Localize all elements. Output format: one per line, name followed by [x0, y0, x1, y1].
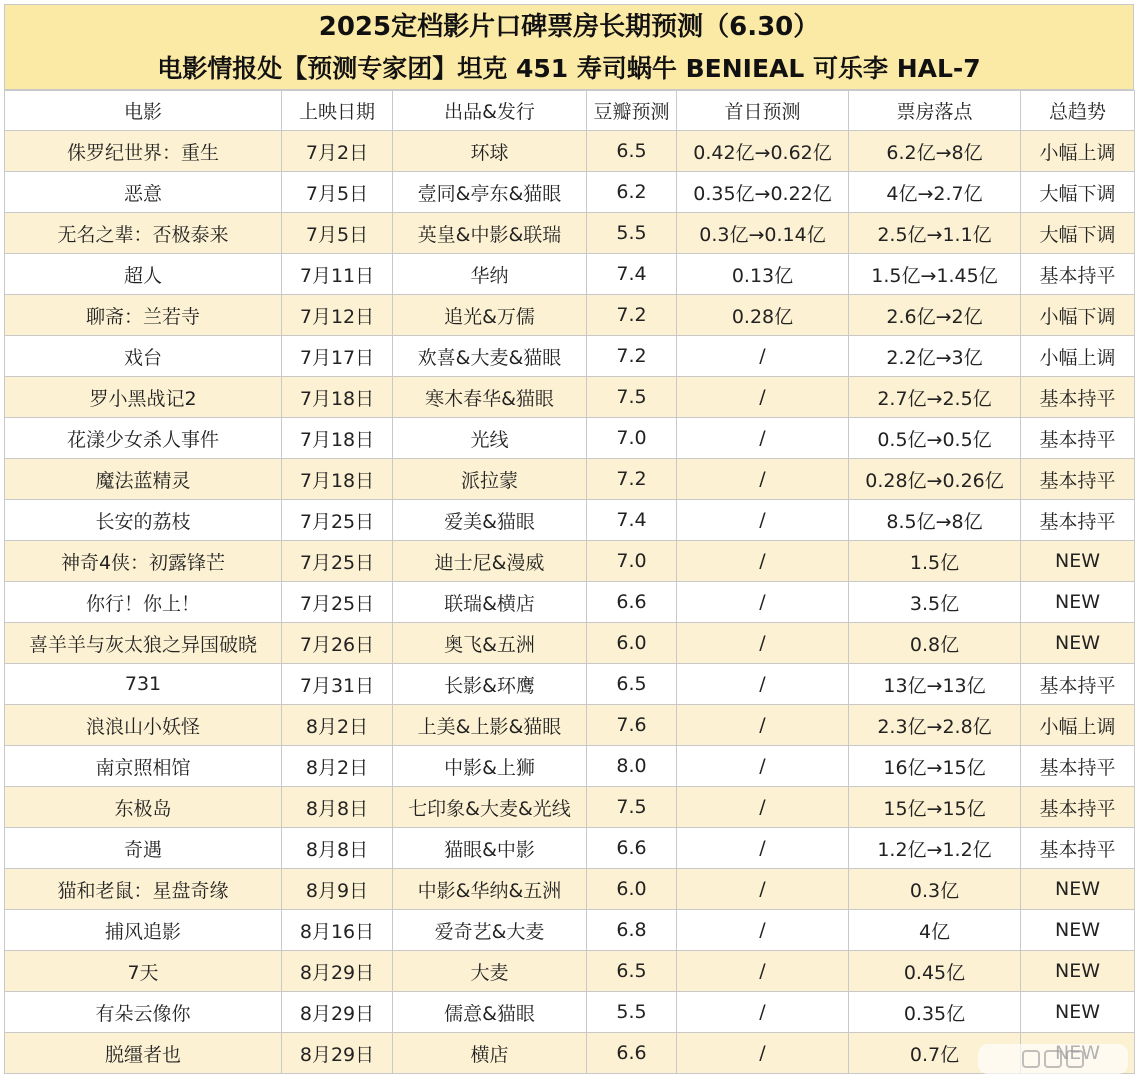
cell-producer-distributor: 上美&上影&猫眼: [393, 705, 587, 746]
cell-producer-distributor: 联瑞&横店: [393, 582, 587, 623]
forecast-table: [4, 90, 1135, 1074]
table-row: [5, 910, 1135, 951]
cell-douban-forecast: 6.5: [587, 131, 677, 172]
cell-trend: 基本持平: [1021, 828, 1135, 869]
cell-release-date: 8月2日: [282, 746, 393, 787]
cell-box-office: 13亿→13亿: [849, 664, 1021, 705]
header-producer-distributor: 出品&发行: [393, 91, 587, 131]
cell-first-day-forecast: 0.3亿→0.14亿: [677, 213, 849, 254]
cell-trend: 基本持平: [1021, 418, 1135, 459]
cell-trend: NEW: [1021, 541, 1135, 582]
cell-box-office: 0.7亿: [849, 1033, 1021, 1074]
header-trend: 总趋势: [1021, 91, 1135, 131]
cell-first-day-forecast: 0.28亿: [677, 295, 849, 336]
cell-first-day-forecast: 0.13亿: [677, 254, 849, 295]
cell-trend: 基本持平: [1021, 787, 1135, 828]
cell-douban-forecast: 6.2: [587, 172, 677, 213]
sheet-subtitle: 电影情报处【预测专家团】坦克 451 寿司蜗牛 BENIEAL 可乐李 HAL-7: [4, 48, 1134, 90]
cell-producer-distributor: 寒木春华&猫眼: [393, 377, 587, 418]
cell-producer-distributor: 派拉蒙: [393, 459, 587, 500]
cell-box-office: 2.5亿→1.1亿: [849, 213, 1021, 254]
cell-release-date: 7月25日: [282, 500, 393, 541]
header-first-day-forecast: 首日预测: [677, 91, 849, 131]
cell-movie: 戏台: [5, 336, 282, 377]
cell-first-day-forecast: 0.42亿→0.62亿: [677, 131, 849, 172]
table-row: [5, 992, 1135, 1033]
cell-trend: 基本持平: [1021, 254, 1135, 295]
header-release-date: 上映日期: [282, 91, 393, 131]
table-row: [5, 869, 1135, 910]
cell-trend: 小幅下调: [1021, 295, 1135, 336]
cell-movie: 731: [5, 664, 282, 705]
cell-movie: 脱缰者也: [5, 1033, 282, 1074]
cell-trend: 大幅下调: [1021, 213, 1135, 254]
cell-movie: 捕风追影: [5, 910, 282, 951]
cell-movie: 侏罗纪世界：重生: [5, 131, 282, 172]
table-row: [5, 500, 1135, 541]
cell-douban-forecast: 6.0: [587, 869, 677, 910]
sheet-title: 2025定档影片口碑票房长期预测（6.30）: [4, 4, 1134, 48]
cell-douban-forecast: 7.2: [587, 295, 677, 336]
cell-douban-forecast: 5.5: [587, 213, 677, 254]
cell-producer-distributor: 爱美&猫眼: [393, 500, 587, 541]
cell-trend: 小幅上调: [1021, 705, 1135, 746]
table-row: [5, 377, 1135, 418]
cell-trend: NEW: [1021, 910, 1135, 951]
cell-box-office: 0.35亿: [849, 992, 1021, 1033]
cell-box-office: 2.6亿→2亿: [849, 295, 1021, 336]
cell-movie: 猫和老鼠：星盘奇缘: [5, 869, 282, 910]
cell-box-office: 1.2亿→1.2亿: [849, 828, 1021, 869]
cell-release-date: 8月29日: [282, 992, 393, 1033]
cell-producer-distributor: 中影&上狮: [393, 746, 587, 787]
cell-douban-forecast: 7.2: [587, 336, 677, 377]
cell-douban-forecast: 7.2: [587, 459, 677, 500]
cell-first-day-forecast: /: [677, 500, 849, 541]
table-row: [5, 254, 1135, 295]
cell-trend: 基本持平: [1021, 500, 1135, 541]
cell-producer-distributor: 猫眼&中影: [393, 828, 587, 869]
cell-release-date: 8月29日: [282, 1033, 393, 1074]
table-row: [5, 623, 1135, 664]
table-row: [5, 582, 1135, 623]
cell-producer-distributor: 迪士尼&漫威: [393, 541, 587, 582]
cell-first-day-forecast: /: [677, 418, 849, 459]
cell-release-date: 8月9日: [282, 869, 393, 910]
watermark-icon: [1022, 1050, 1040, 1068]
cell-movie: 你行！你上！: [5, 582, 282, 623]
header-douban-forecast: 豆瓣预测: [587, 91, 677, 131]
cell-release-date: 7月18日: [282, 459, 393, 500]
cell-release-date: 7月5日: [282, 213, 393, 254]
cell-box-office: 4亿→2.7亿: [849, 172, 1021, 213]
cell-box-office: 8.5亿→8亿: [849, 500, 1021, 541]
cell-box-office: 2.7亿→2.5亿: [849, 377, 1021, 418]
table-row: [5, 459, 1135, 500]
cell-trend: 基本持平: [1021, 746, 1135, 787]
cell-producer-distributor: 中影&华纳&五洲: [393, 869, 587, 910]
cell-first-day-forecast: /: [677, 705, 849, 746]
cell-box-office: 2.3亿→2.8亿: [849, 705, 1021, 746]
cell-douban-forecast: 6.6: [587, 828, 677, 869]
cell-first-day-forecast: /: [677, 746, 849, 787]
cell-movie: 恶意: [5, 172, 282, 213]
cell-first-day-forecast: /: [677, 787, 849, 828]
cell-release-date: 8月29日: [282, 951, 393, 992]
cell-box-office: 1.5亿→1.45亿: [849, 254, 1021, 295]
cell-first-day-forecast: 0.35亿→0.22亿: [677, 172, 849, 213]
cell-release-date: 7月31日: [282, 664, 393, 705]
table-row: [5, 746, 1135, 787]
cell-release-date: 7月18日: [282, 377, 393, 418]
cell-box-office: 6.2亿→8亿: [849, 131, 1021, 172]
cell-producer-distributor: 七印象&大麦&光线: [393, 787, 587, 828]
cell-release-date: 8月8日: [282, 828, 393, 869]
cell-release-date: 7月25日: [282, 541, 393, 582]
cell-first-day-forecast: /: [677, 623, 849, 664]
table-row: [5, 1033, 1135, 1074]
cell-release-date: 7月5日: [282, 172, 393, 213]
cell-trend: 大幅下调: [1021, 172, 1135, 213]
cell-movie: 聊斋：兰若寺: [5, 295, 282, 336]
watermark: [978, 1044, 1128, 1074]
cell-box-office: 2.2亿→3亿: [849, 336, 1021, 377]
cell-producer-distributor: 奥飞&五洲: [393, 623, 587, 664]
cell-movie: 超人: [5, 254, 282, 295]
cell-douban-forecast: 5.5: [587, 992, 677, 1033]
table-row: [5, 951, 1135, 992]
table-row: [5, 541, 1135, 582]
table-row: [5, 336, 1135, 377]
cell-douban-forecast: 6.5: [587, 664, 677, 705]
cell-trend: 基本持平: [1021, 664, 1135, 705]
cell-first-day-forecast: /: [677, 582, 849, 623]
cell-box-office: 16亿→15亿: [849, 746, 1021, 787]
cell-box-office: 1.5亿: [849, 541, 1021, 582]
cell-producer-distributor: 大麦: [393, 951, 587, 992]
watermark-icon: [1066, 1050, 1084, 1068]
cell-movie: 花漾少女杀人事件: [5, 418, 282, 459]
cell-first-day-forecast: /: [677, 541, 849, 582]
cell-producer-distributor: 追光&万儒: [393, 295, 587, 336]
cell-douban-forecast: 6.0: [587, 623, 677, 664]
cell-producer-distributor: 横店: [393, 1033, 587, 1074]
cell-release-date: 7月26日: [282, 623, 393, 664]
cell-first-day-forecast: /: [677, 664, 849, 705]
cell-producer-distributor: 华纳: [393, 254, 587, 295]
cell-box-office: 0.3亿: [849, 869, 1021, 910]
cell-douban-forecast: 6.6: [587, 582, 677, 623]
cell-movie: 喜羊羊与灰太狼之异国破晓: [5, 623, 282, 664]
cell-movie: 有朵云像你: [5, 992, 282, 1033]
cell-producer-distributor: 爱奇艺&大麦: [393, 910, 587, 951]
cell-douban-forecast: 7.5: [587, 377, 677, 418]
watermark-icon: [1044, 1050, 1062, 1068]
cell-first-day-forecast: /: [677, 951, 849, 992]
cell-producer-distributor: 环球: [393, 131, 587, 172]
table-row: [5, 172, 1135, 213]
cell-douban-forecast: 7.6: [587, 705, 677, 746]
cell-trend: NEW: [1021, 951, 1135, 992]
table-row: [5, 664, 1135, 705]
cell-first-day-forecast: /: [677, 910, 849, 951]
cell-movie: 魔法蓝精灵: [5, 459, 282, 500]
header-movie: 电影: [5, 91, 282, 131]
cell-release-date: 7月25日: [282, 582, 393, 623]
cell-douban-forecast: 8.0: [587, 746, 677, 787]
cell-trend: NEW: [1021, 992, 1135, 1033]
cell-douban-forecast: 7.4: [587, 500, 677, 541]
cell-douban-forecast: 6.8: [587, 910, 677, 951]
cell-first-day-forecast: /: [677, 869, 849, 910]
cell-movie: 奇遇: [5, 828, 282, 869]
cell-first-day-forecast: /: [677, 828, 849, 869]
cell-trend: 基本持平: [1021, 459, 1135, 500]
cell-producer-distributor: 壹同&亭东&猫眼: [393, 172, 587, 213]
cell-release-date: 7月12日: [282, 295, 393, 336]
table-row: [5, 828, 1135, 869]
cell-movie: 7天: [5, 951, 282, 992]
table-row: [5, 213, 1135, 254]
cell-box-office: 0.8亿: [849, 623, 1021, 664]
cell-release-date: 7月18日: [282, 418, 393, 459]
cell-first-day-forecast: /: [677, 377, 849, 418]
cell-release-date: 8月8日: [282, 787, 393, 828]
cell-first-day-forecast: /: [677, 336, 849, 377]
cell-box-office: 0.5亿→0.5亿: [849, 418, 1021, 459]
cell-release-date: 7月17日: [282, 336, 393, 377]
cell-first-day-forecast: /: [677, 992, 849, 1033]
cell-release-date: 8月16日: [282, 910, 393, 951]
cell-movie: 浪浪山小妖怪: [5, 705, 282, 746]
cell-movie: 无名之辈：否极泰来: [5, 213, 282, 254]
cell-producer-distributor: 光线: [393, 418, 587, 459]
table-row: [5, 295, 1135, 336]
cell-trend: NEW: [1021, 623, 1135, 664]
header-row: [5, 91, 1135, 131]
cell-box-office: 3.5亿: [849, 582, 1021, 623]
table-row: [5, 131, 1135, 172]
cell-box-office: 15亿→15亿: [849, 787, 1021, 828]
cell-trend: 基本持平: [1021, 377, 1135, 418]
cell-first-day-forecast: /: [677, 459, 849, 500]
cell-movie: 东极岛: [5, 787, 282, 828]
cell-trend: 小幅上调: [1021, 131, 1135, 172]
cell-producer-distributor: 欢喜&大麦&猫眼: [393, 336, 587, 377]
cell-producer-distributor: 儒意&猫眼: [393, 992, 587, 1033]
cell-movie: 神奇4侠：初露锋芒: [5, 541, 282, 582]
table-row: [5, 418, 1135, 459]
table-row: [5, 787, 1135, 828]
cell-douban-forecast: 7.0: [587, 541, 677, 582]
header-box-office: 票房落点: [849, 91, 1021, 131]
table-row: [5, 705, 1135, 746]
cell-box-office: 4亿: [849, 910, 1021, 951]
table-body: [5, 131, 1135, 1074]
cell-trend: NEW: [1021, 582, 1135, 623]
cell-release-date: 7月11日: [282, 254, 393, 295]
cell-movie: 南京照相馆: [5, 746, 282, 787]
cell-movie: 罗小黑战记2: [5, 377, 282, 418]
cell-douban-forecast: 6.6: [587, 1033, 677, 1074]
cell-release-date: 7月2日: [282, 131, 393, 172]
cell-trend: NEW: [1021, 869, 1135, 910]
cell-box-office: 0.45亿: [849, 951, 1021, 992]
cell-release-date: 8月2日: [282, 705, 393, 746]
cell-douban-forecast: 6.5: [587, 951, 677, 992]
cell-douban-forecast: 7.5: [587, 787, 677, 828]
cell-producer-distributor: 英皇&中影&联瑞: [393, 213, 587, 254]
cell-first-day-forecast: /: [677, 1033, 849, 1074]
cell-douban-forecast: 7.0: [587, 418, 677, 459]
cell-producer-distributor: 长影&环鹰: [393, 664, 587, 705]
cell-douban-forecast: 7.4: [587, 254, 677, 295]
cell-trend: 小幅上调: [1021, 336, 1135, 377]
cell-box-office: 0.28亿→0.26亿: [849, 459, 1021, 500]
cell-movie: 长安的荔枝: [5, 500, 282, 541]
